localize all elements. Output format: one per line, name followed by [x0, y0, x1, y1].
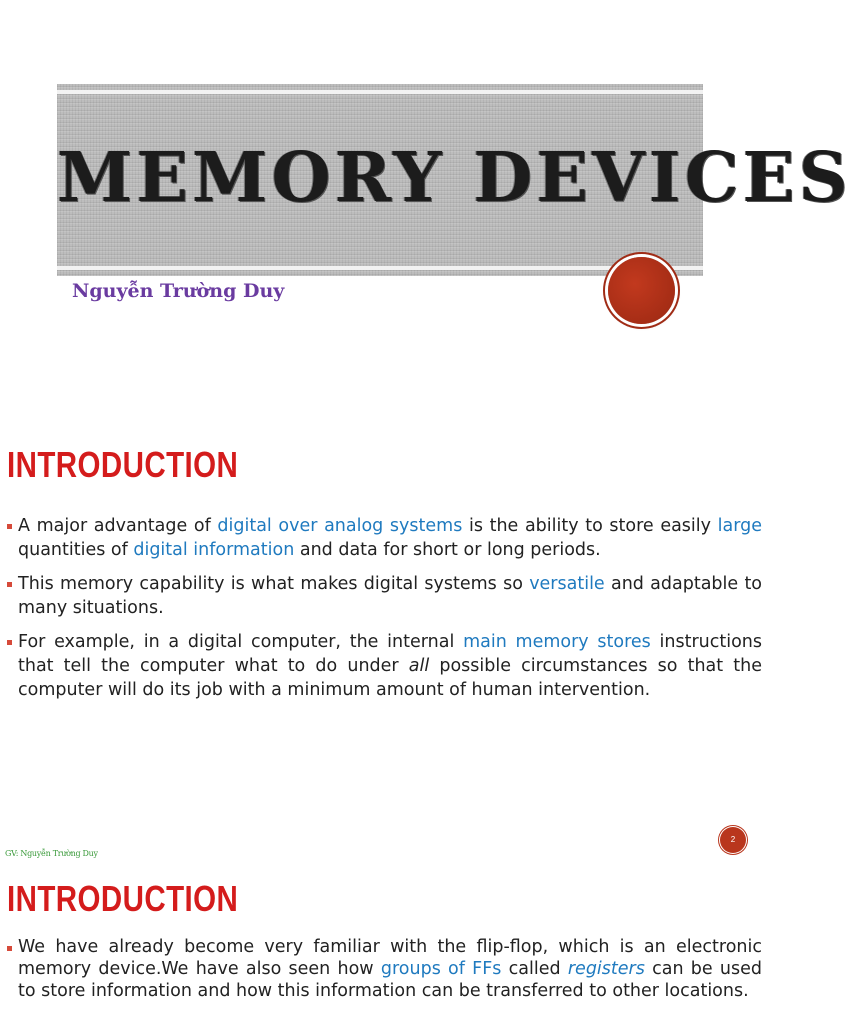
text-run: and adaptable to many situations. [18, 574, 763, 618]
highlighted-term: digital over analog systems [217, 516, 463, 536]
highlighted-term: groups of FFs [380, 959, 502, 979]
highlighted-term: large [717, 516, 763, 536]
text-run: instructions that tell the computer what to do under [18, 632, 763, 676]
highlighted-term: registers [567, 959, 645, 979]
decorative-circle-badge [608, 257, 675, 324]
bullet-list [7, 514, 762, 712]
text-run: possible circumstances so that the computer will do its job with a minimum amount of human intervention. [18, 656, 763, 700]
bullet-list [7, 936, 762, 1012]
title-banner [57, 84, 852, 276]
highlighted-term: all [408, 656, 430, 676]
introduction-slide-continued [0, 870, 768, 1024]
bullet-item [7, 514, 762, 562]
author-name: Nguyễn Trường Duy [72, 280, 285, 302]
banner-top-rule [57, 90, 703, 94]
text-run: called [501, 959, 568, 979]
text-run: For example, in a digital computer, the internal [18, 632, 464, 652]
title-slide [0, 0, 852, 400]
text-run: and data for short or long periods. [294, 540, 601, 560]
text-run: We have already become very familiar with the flip-flop, which is an electronic memory device.We have also seen how [18, 937, 762, 979]
highlighted-term: versatile [529, 574, 605, 594]
bullet-item [7, 572, 762, 620]
bullet-item [7, 630, 762, 702]
footer-author: GV: Nguyễn Trường Duy [5, 849, 98, 858]
highlighted-term: main memory stores [463, 632, 651, 652]
introduction-slide [0, 400, 768, 870]
slide-title: MEMORY DEVICES [57, 138, 852, 218]
page-number-badge: 2 [720, 827, 746, 853]
slide-heading: INTRODUCTION [7, 444, 239, 485]
text-run: can be used to store information and how this information can be transferred to other locations. [18, 959, 762, 1001]
text-run: quantities of [18, 540, 134, 560]
text-run: This memory capability is what makes digital systems so [18, 574, 530, 594]
slide-heading: INTRODUCTION [7, 878, 239, 919]
banner-bottom-rule [57, 266, 703, 270]
text-run: is the ability to store easily [462, 516, 718, 536]
highlighted-term: digital information [133, 540, 295, 560]
text-run: A major advantage of [18, 516, 218, 536]
bullet-item [7, 936, 762, 1002]
